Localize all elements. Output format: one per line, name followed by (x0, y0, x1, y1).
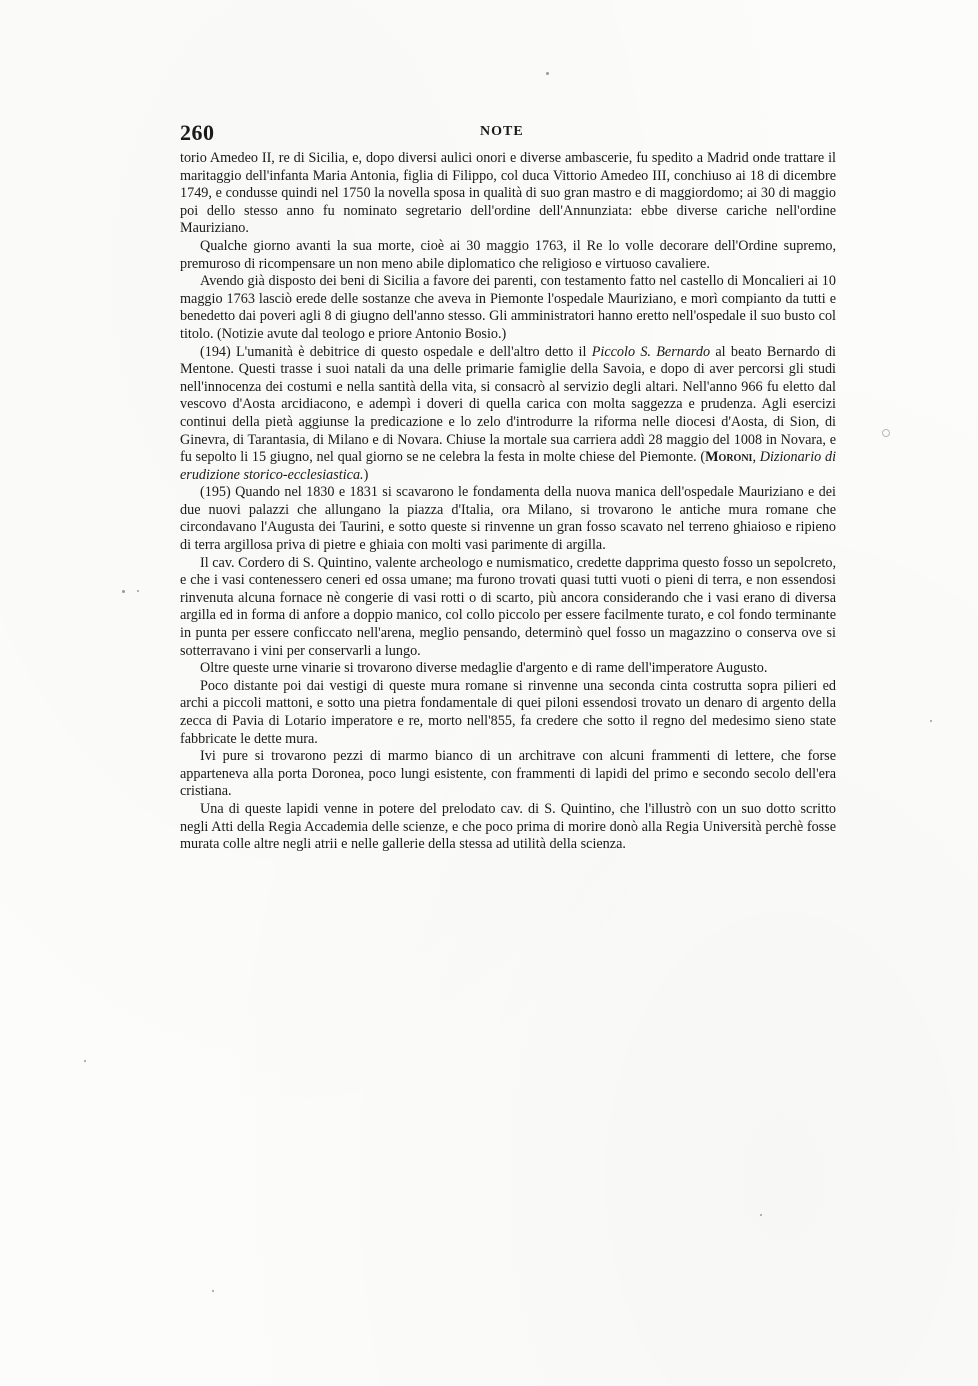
note-paragraph: Una di queste lapidi venne in potere del prelodato cav. di S. Quintino, che l'illustrò con un suo dotto scritto negli Atti della Regia Accademia delle scienze, e che poco prima di morire donò alla Regia Università perchè fosse murata colle altre negli atrii e nelle gallerie della stessa ad utilità della scienza. (180, 800, 836, 853)
scan-speck (122, 590, 125, 593)
scan-speck (137, 590, 139, 592)
note-194-close: ) (363, 466, 369, 483)
note-paragraph: Poco distante poi dai vestigi di queste mura romane si rinvenne una seconda cinta costrutta sopra pilieri ed archi a piccoli mattoni, e sotto una pietra fondamentale di quei piloni essendosi trovato un denaro di argento della zecca di Pavia di Lotario imperatore e re, morto nell'855, fa credere che sotto il regno del medesimo sieno state fabbricate le dette mura. (180, 677, 836, 747)
notes-body (180, 150, 836, 854)
running-head: NOTE (480, 124, 524, 139)
note-paragraph: Avendo già disposto dei beni di Sicilia a favore dei parenti, con testamento fatto nel castello di Moncalieri ai 10 maggio 1763 lasciò erede delle sostanze che aveva in Piemonte l'ospedale Mauriziano, e morì compianto da tutti e benedetto dai poveri agli 8 di giugno dell'anno stesso. Gli amministratori hanno eretto nell'ospedale il suo busto col titolo. (Notizie avute dal teologo e priore Antonio Bosio.) (180, 273, 836, 342)
note-194-source-italic: Dizionario di erudizione storico-ecclesiastica. (180, 449, 837, 483)
note-paragraph: Qualche giorno avanti la sua morte, cioè ai 30 maggio 1763, il Re lo volle decorare dell'Ordine supremo, premuroso di ricompensare un non meno abile diplomatico che religioso e virtuoso cavaliere. (180, 237, 836, 272)
note-paragraph: Il cav. Cordero di S. Quintino, valente archeologo e numismatico, credette dapprima questo fosso un sepolcreto, e che i vasi contenessero ceneri ed ossa umane; ma furono trovati quasi tutti vuoti o pieni di terra, e non essendosi rinvenuta alcuna fornace nè congerie di vasi rotti o di scarto, più ancora considerando che i vasi erano di diversa argilla ed in forma di anfore a doppio manico, col collo piccolo per essere facilmente turato, e col fondo terminante in punta per essere conficcato nell'arena, meglio pensando, determinò quel fosso un magazzino o conserva ove si sotterravano i vini per conservarli a lungo. (180, 554, 836, 659)
note-194-comma: , (752, 449, 760, 466)
note-paragraph: Oltre queste urne vinarie si trovarono diverse medaglie d'argento e di rame dell'imperatore Augusto. (200, 660, 768, 677)
note-paragraph: Ivi pure si trovarono pezzi di marmo bianco di un architrave con alcuni frammenti di lettere, che forse apparteneva alla porta Doronea, poco lungi esistente, con frammenti di lapidi del primo e secondo secolo dell'era cristiana. (180, 748, 836, 800)
note-194-text-a: (194) L'umanità è debitrice di questo ospedale e dell'altro detto il (200, 343, 592, 360)
scan-speck (546, 72, 549, 75)
scan-speck (930, 720, 932, 722)
note-194 (180, 344, 836, 485)
scan-speck (882, 429, 890, 437)
note-194-text-b: al beato Bernardo di Mentone. Questi trasse i suoi natali da una delle primarie famiglie della Savoia, e dopo di aver percorsi gli studi nell'innocenza dei costumi e nella santità della vita, si consacrò al servizio degli altari. Nell'anno 966 fu eletto dal vescovo d'Aosta arcidiacono, e adempì i doveri di quella carica con molta saggezza e prudenza. Agli esercizi continui della pietà aggiunse la predicazione e lo zelo d'introdurre la riforma nelle diocesi d'Aosta, di Sion, di Ginevra, di Tarantasia, di Milano e di Novara. Chiuse la mortale sua carriera addì 28 maggio del 1008 in Novara, e fu sepolto li 15 giugno, nel qual giorno se ne celebra la festa in molte chiese del Piemonte. ( (180, 343, 837, 466)
scan-speck (760, 1214, 762, 1216)
note-194-title-italic: Piccolo S. Bernardo (591, 343, 711, 360)
scan-speck (84, 1060, 86, 1062)
scan-speck (212, 1290, 214, 1292)
page-header (180, 120, 836, 150)
note-paragraph: torio Amedeo II, re di Sicilia, e, dopo diversi aulici onori e diverse ambascerie, fu spedito a Madrid onde trattare il maritaggio dell'infanta Maria Antonia, figlia di Filippo, col duca Vittorio Amedeo III, conchiuso ai 18 di dicembre 1749, e condusse quindi nel 1750 la novella sposa in qualità di suo gran mastro e di maggiordomo; ai 30 di maggio poi dello stesso anno fu nominato segretario dell'ordine dell'Annunziata: ebbe diverse cariche nell'ordine Mauriziano. (180, 150, 836, 237)
note-194-author: Moroni (705, 449, 753, 466)
note-195: (195) Quando nel 1830 e 1831 si scavarono le fondamenta della nuova manica dell'ospedale Mauriziano e dei due nuovi palazzi che allungano la piazza d'Italia, ora Milano, si trovarono le antiche mura romane che circondavano l'Augusta dei Taurini, e sotto queste si rinvenne un gran fosso scavato nel terreno ghiaioso e ripieno di terra argillosa priva di pietre e ghiaia con molti vasi parimente di argilla. (180, 484, 836, 554)
page-number: 260 (180, 120, 215, 145)
